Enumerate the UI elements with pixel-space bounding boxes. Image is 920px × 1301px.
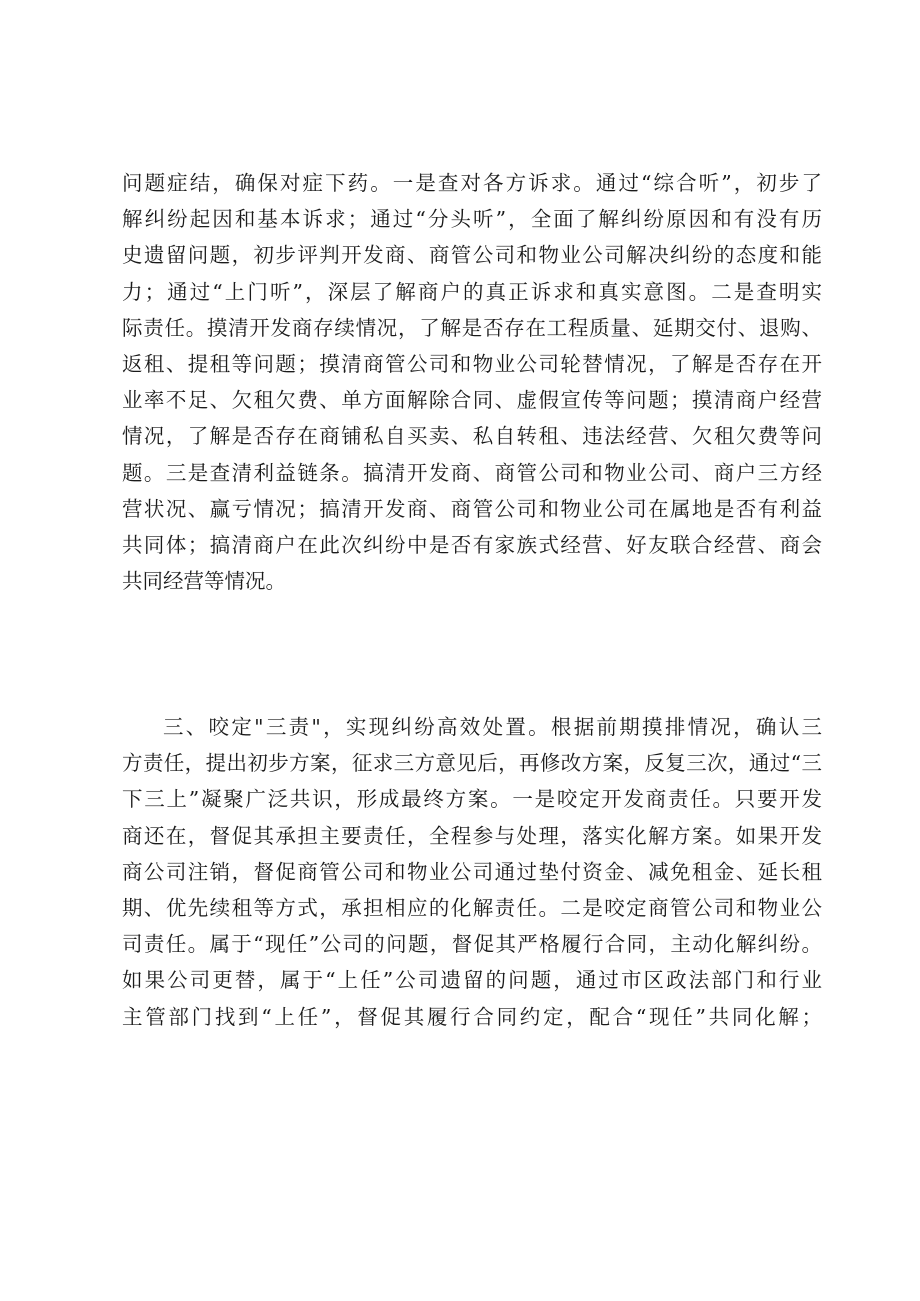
paragraph-line: 期、优先续租等方式，承担相应的化解责任。二是咬定商管公司和物业公	[122, 895, 822, 920]
paragraph-line: 如果公司更替，属于“上任”公司遗留的问题，通过市区政法部门和行业	[122, 968, 822, 993]
paragraph-line: 返租、提租等问题；摸清商管公司和物业公司轮替情况，了解是否存在开	[122, 351, 822, 376]
paragraph-line: 商公司注销，督促商管公司和物业公司通过垫付资金、减免租金、延长租	[122, 859, 822, 884]
paragraph-line: 情况，了解是否存在商铺私自买卖、私自转租、违法经营、欠租欠费等问	[122, 424, 822, 449]
paragraph-line: 主管部门找到“上任”，督促其履行合同约定，配合“现任”共同化解；	[122, 1004, 822, 1029]
paragraph-line: 共同体；搞清商户在此次纠纷中是否有家族式经营、好友联合经营、商会	[122, 532, 822, 557]
paragraph-three-responsibilities	[122, 709, 822, 1035]
paragraph-line: 力；通过“上门听”，深层了解商户的真正诉求和真实意图。二是查明实	[122, 279, 822, 304]
paragraph-line: 司责任。属于“现任”公司的问题，督促其严格履行合同，主动化解纠纷。	[122, 932, 822, 957]
paragraph-line: 解纠纷起因和基本诉求；通过“分头听”，全面了解纠纷原因和有没有历	[122, 207, 822, 232]
paragraph-line: 下三上”凝聚广泛共识，形成最终方案。一是咬定开发商责任。只要开发	[122, 787, 822, 812]
paragraph-line: 问题症结，确保对症下药。一是查对各方诉求。通过“综合听”，初步了	[122, 171, 822, 195]
paragraph-line: 商还在，督促其承担主要责任，全程参与处理，落实化解方案。如果开发	[122, 823, 822, 848]
paragraph-line: 营状况、赢亏情况；搞清开发商、商管公司和物业公司在属地是否有利益	[122, 496, 822, 521]
paragraph-line: 题。三是查清利益链条。搞清开发商、商管公司和物业公司、商户三方经	[122, 460, 822, 485]
paragraph-line: 共同经营等情况。	[122, 569, 286, 594]
paragraph-line: 业率不足、欠租欠费、单方面解除合同、虚假宣传等问题；摸清商户经营	[122, 388, 822, 413]
paragraph-line: 史遗留问题，初步评判开发商、商管公司和物业公司解决纠纷的态度和能	[122, 243, 822, 268]
paragraph-line: 方责任，提出初步方案，征求三方意见后，再修改方案，反复三次，通过“三	[122, 751, 822, 776]
paragraph-line: 三、咬定"三责"，实现纠纷高效处置。根据前期摸排情况，确认三	[163, 715, 822, 739]
paragraph-investigation	[122, 165, 822, 599]
paragraph-line: 际责任。摸清开发商存续情况，了解是否存在工程质量、延期交付、退购、	[122, 315, 822, 340]
